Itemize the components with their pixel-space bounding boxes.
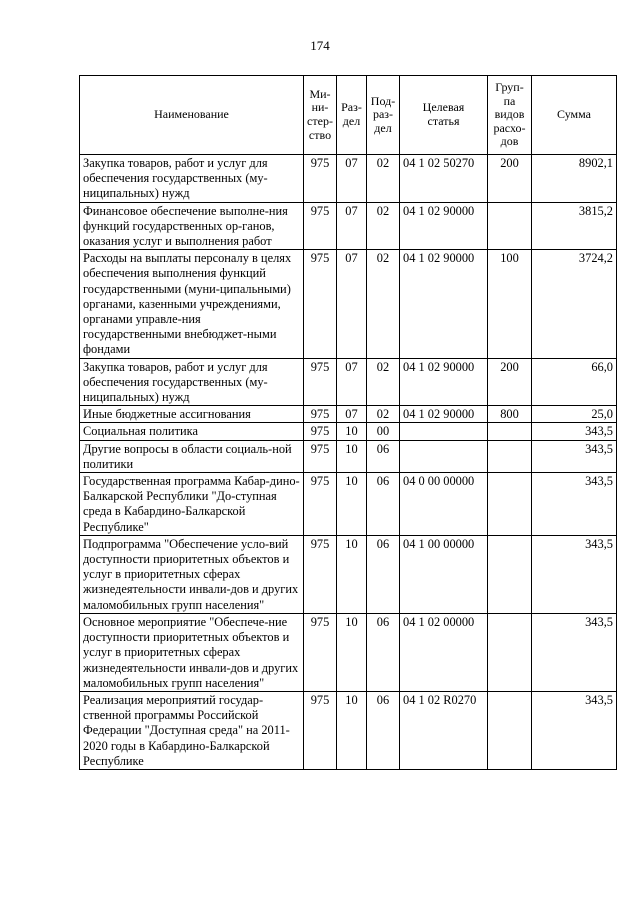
cell-ministry: 975 [304,440,337,472]
table-row [80,358,617,406]
cell-target: 04 1 02 90000 [400,406,488,423]
cell-ministry: 975 [304,691,337,769]
budget-table [79,75,617,770]
cell-name: Финансовое обеспечение выполне-ния функций государственных ор-ганов, оказания услуг и выполнения работ [80,202,304,250]
header-name: Наименование [80,76,304,155]
cell-target: 04 1 02 00000 [400,613,488,691]
cell-ministry: 975 [304,358,337,406]
table-row [80,473,617,536]
cell-subsection: 06 [367,535,400,613]
cell-ministry: 975 [304,473,337,536]
cell-group [488,202,532,250]
cell-subsection: 06 [367,691,400,769]
table-row [80,155,617,203]
cell-target: 04 0 00 00000 [400,473,488,536]
cell-sum: 8902,1 [532,155,617,203]
cell-section: 10 [337,440,367,472]
page-number: 174 [310,38,330,53]
cell-subsection: 06 [367,473,400,536]
table-row [80,613,617,691]
header-subsection: Под- раз- дел [367,76,400,155]
cell-subsection: 02 [367,250,400,358]
cell-group [488,473,532,536]
cell-name: Государственная программа Кабар-дино-Балкарской Республики "До-ступная среда в Кабардино-Балкарской Республике" [80,473,304,536]
cell-section: 07 [337,202,367,250]
cell-ministry: 975 [304,250,337,358]
cell-sum: 343,5 [532,535,617,613]
cell-group: 200 [488,358,532,406]
cell-section: 07 [337,155,367,203]
header-sum: Сумма [532,76,617,155]
cell-target: 04 1 00 00000 [400,535,488,613]
cell-target: 04 1 02 90000 [400,358,488,406]
cell-target: 04 1 02 90000 [400,250,488,358]
cell-section: 10 [337,535,367,613]
cell-section: 10 [337,423,367,440]
cell-section: 07 [337,406,367,423]
cell-ministry: 975 [304,423,337,440]
cell-target: 04 1 02 90000 [400,202,488,250]
cell-ministry: 975 [304,202,337,250]
cell-sum: 25,0 [532,406,617,423]
cell-subsection: 06 [367,440,400,472]
cell-name: Социальная политика [80,423,304,440]
cell-sum: 3724,2 [532,250,617,358]
table-header-row [80,76,617,155]
cell-section: 10 [337,473,367,536]
cell-name: Подпрограмма "Обеспечение усло-вий доступности приоритетных объектов и услуг в приоритетных сферах жизнедеятельности инвали-дов и других маломобильных групп населения" [80,535,304,613]
cell-sum: 343,5 [532,613,617,691]
table-row [80,691,617,769]
table-row [80,250,617,358]
cell-sum: 343,5 [532,440,617,472]
cell-group [488,440,532,472]
cell-name: Основное мероприятие "Обеспече-ние доступности приоритетных объектов и услуг в приоритетных сферах жизнедеятельности инвали-дов и других маломобильных групп населения" [80,613,304,691]
cell-target: 04 1 02 R0270 [400,691,488,769]
cell-name: Расходы на выплаты персоналу в целях обеспечения выполнения функций государственными (муни-ципальными) органами, казенными учреждениями, органами управле-ния государственными внебюджет-ными фондами [80,250,304,358]
cell-section: 07 [337,358,367,406]
header-target: Целевая статья [400,76,488,155]
cell-name: Закупка товаров, работ и услуг для обеспечения государственных (му-ниципальных) нужд [80,155,304,203]
cell-subsection: 02 [367,202,400,250]
table-row [80,535,617,613]
cell-name: Реализация мероприятий государ-ственной программы Российской Федерации "Доступная среда" на 2011-2020 годы в Кабардино-Балкарской Республике [80,691,304,769]
cell-subsection: 06 [367,613,400,691]
table-row [80,202,617,250]
table-row [80,406,617,423]
header-group: Груп- па видов расхо- дов [488,76,532,155]
cell-group: 100 [488,250,532,358]
cell-section: 10 [337,691,367,769]
cell-subsection: 02 [367,358,400,406]
cell-target: 04 1 02 50270 [400,155,488,203]
cell-group: 800 [488,406,532,423]
cell-sum: 343,5 [532,423,617,440]
cell-sum: 3815,2 [532,202,617,250]
cell-subsection: 02 [367,406,400,423]
cell-section: 07 [337,250,367,358]
cell-ministry: 975 [304,155,337,203]
cell-section: 10 [337,613,367,691]
cell-sum: 66,0 [532,358,617,406]
cell-ministry: 975 [304,406,337,423]
cell-sum: 343,5 [532,473,617,536]
cell-ministry: 975 [304,613,337,691]
cell-group [488,535,532,613]
table-row [80,423,617,440]
cell-target [400,440,488,472]
cell-group [488,691,532,769]
header-ministry: Ми- ни- стер- ство [304,76,337,155]
cell-ministry: 975 [304,535,337,613]
cell-name: Иные бюджетные ассигнования [80,406,304,423]
cell-group [488,423,532,440]
cell-sum: 343,5 [532,691,617,769]
cell-name: Другие вопросы в области социаль-ной политики [80,440,304,472]
header-section: Раз- дел [337,76,367,155]
cell-name: Закупка товаров, работ и услуг для обеспечения государственных (му-ниципальных) нужд [80,358,304,406]
cell-group: 200 [488,155,532,203]
cell-subsection: 02 [367,155,400,203]
cell-target [400,423,488,440]
cell-group [488,613,532,691]
table-row [80,440,617,472]
cell-subsection: 00 [367,423,400,440]
